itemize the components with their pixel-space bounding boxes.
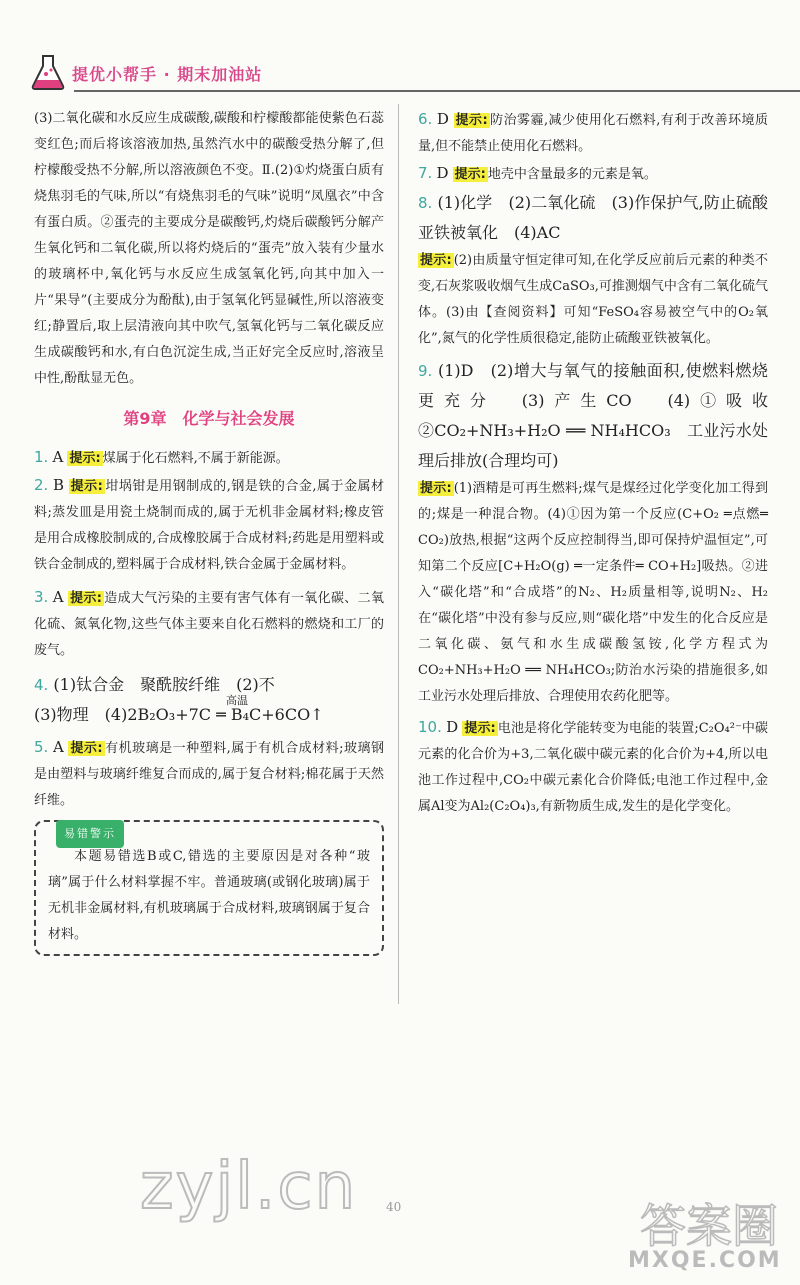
q2-tip-label: 提示:: [70, 479, 103, 494]
q5-tip-label: 提示:: [70, 741, 103, 756]
q10-tip-label: 提示:: [464, 721, 496, 736]
q9-tip-label: 提示:: [420, 481, 452, 496]
q7-number: 7.: [418, 164, 433, 182]
q8-tip: (2)由质量守恒定律可知,在化学反应前后元素的种类不变,石灰浆吸收烟气生成CaSO₃,可推测烟气中含有二氧化硫气体。(3)由【查阅资料】可知“FeSO₄容易被空气中的O₂氧化”,氮气的化学性质很稳定,能防止硫酸亚铁被氧化。: [418, 253, 768, 346]
left-column: [34, 106, 384, 956]
q4-number: 4.: [34, 676, 49, 694]
warning-text: 本题易错选B或C,错选的主要原因是对各种“玻璃”属于什么材料掌握不牢。普通玻璃(或钢化玻璃)属于无机非金属材料,有机玻璃属于合成材料,玻璃钢属于复合材料。: [48, 849, 370, 942]
right-column: [418, 106, 785, 820]
q10-number: 10.: [418, 718, 442, 736]
q5-item: [34, 734, 384, 814]
error-warning-box: [34, 820, 384, 956]
warning-badge: 易错警示: [56, 820, 124, 848]
q1-tip: 煤属于化石燃料,不属于新能源。: [102, 451, 289, 466]
q4-item: [34, 670, 384, 700]
q3-answer: A: [52, 588, 64, 606]
q2-item: [34, 472, 384, 578]
q4-line2-row: [34, 694, 384, 730]
q8-answer: (1)化学 (2)二氧化硫 (3)作保护气,防止硫酸亚铁被氧化 (4)AC: [418, 193, 768, 242]
q4-condition: 高温: [226, 694, 248, 707]
q6-answer: D: [436, 110, 449, 128]
q10-tip: 电池是将化学能转变为电能的装置;C₂O₄²⁻中碳元素的化合价为+3,二氧化碳中碳元素的化合价为+4,所以电池工作过程中,CO₂中碳元素化合价降低;电池工作过程中,金属Al变为Al₂(C₂O₄)₃,有新物质生成,发生的是化学变化。: [418, 721, 768, 814]
q9-answer: (1)D (2)增大与氧气的接触面积,使燃料燃烧更充分 (3)产生CO (4)①吸收 ②CO₂+NH₃+H₂O ══ NH₄HCO₃ 工业污水处理后排放(合理均可): [418, 361, 785, 470]
q10-answer: D: [446, 718, 459, 736]
q5-answer: A: [52, 738, 64, 756]
q3-tip: 造成大气污染的主要有害气体有一氧化碳、二氧化硫、氮氧化物,这些气体主要来自化石燃料的燃烧和工厂的废气。: [34, 591, 384, 658]
q9-number: 9.: [418, 362, 433, 380]
chapter-title: 第9章 化学与社会发展: [123, 409, 295, 428]
q2-tip: 坩埚钳是用钢制成的,钢是铁的合金,属于金属材料;蒸发皿是用瓷土烧制而成的,属于无机非金属材料;橡皮管是用合成橡胶制成的,合成橡胶属于合成材料;药匙是用塑料或铁合金制成的,塑料属于合成材料,铁合金属于金属材料。: [34, 479, 385, 572]
q1-number: 1.: [34, 448, 49, 466]
q7-answer: D: [436, 164, 449, 182]
q9-tip: (1)酒精是可再生燃料;煤气是煤经过化学变化加工得到的;煤是一种混合物。(4)①因为第一个反应(C+O₂ ═点燃═ CO₂)放热,根据“这两个反应控制得当,即可保持炉温恒定”,可知第二个反应[C+H₂O(g) ═一定条件═ CO+H₂]吸热。②进入“碳化塔”和“合成塔”的N₂、H₂质量相等,说明N₂、H₂在“碳化塔”中没有参与反应,则“碳化塔”中发生的化合反应是二氧化碳、氨气和水生成碳酸氢铵,化学方程式为CO₂+NH₃+H₂O ══ NH₄HCO₃;防治水污染的措施很多,如工业污水处理后排放、合理使用农药化肥等。: [418, 481, 769, 704]
q8-tip-label: 提示:: [420, 253, 452, 268]
q7-tip-label: 提示:: [454, 167, 486, 182]
q8-tip-row: [418, 248, 768, 352]
q3-item: [34, 584, 384, 664]
watermark-zyjl: zyjl.cn: [140, 1150, 358, 1224]
q1-tip-label: 提示:: [69, 451, 101, 466]
q1-answer: A: [52, 448, 64, 466]
q4-line2: (3)物理 (4)2B₂O₃+7C ═ B₄C+6CO↑: [34, 705, 324, 724]
q4-line1: (1)钛合金 聚酰胺纤维 (2)不: [53, 675, 275, 694]
q5-number: 5.: [34, 738, 49, 756]
watermark-answer-circle: 答案圈: [640, 1199, 778, 1253]
q7-item: [418, 160, 768, 188]
page-header: [28, 52, 768, 94]
q2-number: 2.: [34, 476, 49, 494]
q3-tip-label: 提示:: [70, 591, 102, 606]
q6-item: [418, 106, 768, 160]
q8-number: 8.: [418, 194, 433, 212]
q6-tip-label: 提示:: [455, 113, 488, 128]
q8-item: [418, 188, 768, 248]
intro-paragraph: (3)二氧化碳和水反应生成碳酸,碳酸和柠檬酸都能使紫色石蕊变红色;而后将该溶液加热,虽然汽水中的碳酸受热分解了,但柠檬酸受热不分解,所以溶液颜色不变。Ⅱ.(2)①灼烧蛋白质有烧焦羽毛的气味,所以“有烧焦羽毛的气味”说明“凤凰衣”中含有蛋白质。②蛋壳的主要成分是碳酸钙,灼烧后碳酸钙分解产生氧化钙和二氧化碳,所以将灼烧后的“蛋壳”放入装有少量水的玻璃杯中,氧化钙与水反应生成氢氧化钙,向其中加入一片“果导”(主要成分为酚酞),由于氢氧化钙显碱性,所以溶液变红;静置后,取上层清液向其中吹气,氢氧化钙与二氧化碳反应生成碳酸钙和水,有白色沉淀生成,当正好完全反应时,溶液呈中性,酚酞显无色。: [34, 111, 384, 386]
q1-item: [34, 444, 384, 472]
flask-icon: [28, 52, 68, 92]
q7-tip: 地壳中含量最多的元素是氧。: [487, 167, 657, 182]
q6-number: 6.: [418, 110, 433, 128]
header-title: 提优小帮手 · 期末加油站: [72, 65, 263, 84]
column-divider: [398, 104, 399, 1004]
q9-tip-row: [418, 476, 768, 710]
watermark-mxqe: MXQE.COM: [628, 1248, 782, 1273]
q10-item: [418, 714, 768, 820]
q6-tip: 防治雾霾,减少使用化石燃料,有利于改善环境质量,但不能禁止使用化石燃料。: [418, 113, 768, 154]
header-rule: [74, 90, 800, 92]
q3-number: 3.: [34, 588, 49, 606]
page-number: 40: [386, 1200, 402, 1214]
q9-item: [418, 356, 785, 476]
q2-answer: B: [52, 476, 64, 494]
q5-tip: 有机玻璃是一种塑料,属于有机合成材料;玻璃钢是由塑料与玻璃纤维复合而成的,属于复合材料;棉花属于天然纤维。: [34, 741, 385, 808]
